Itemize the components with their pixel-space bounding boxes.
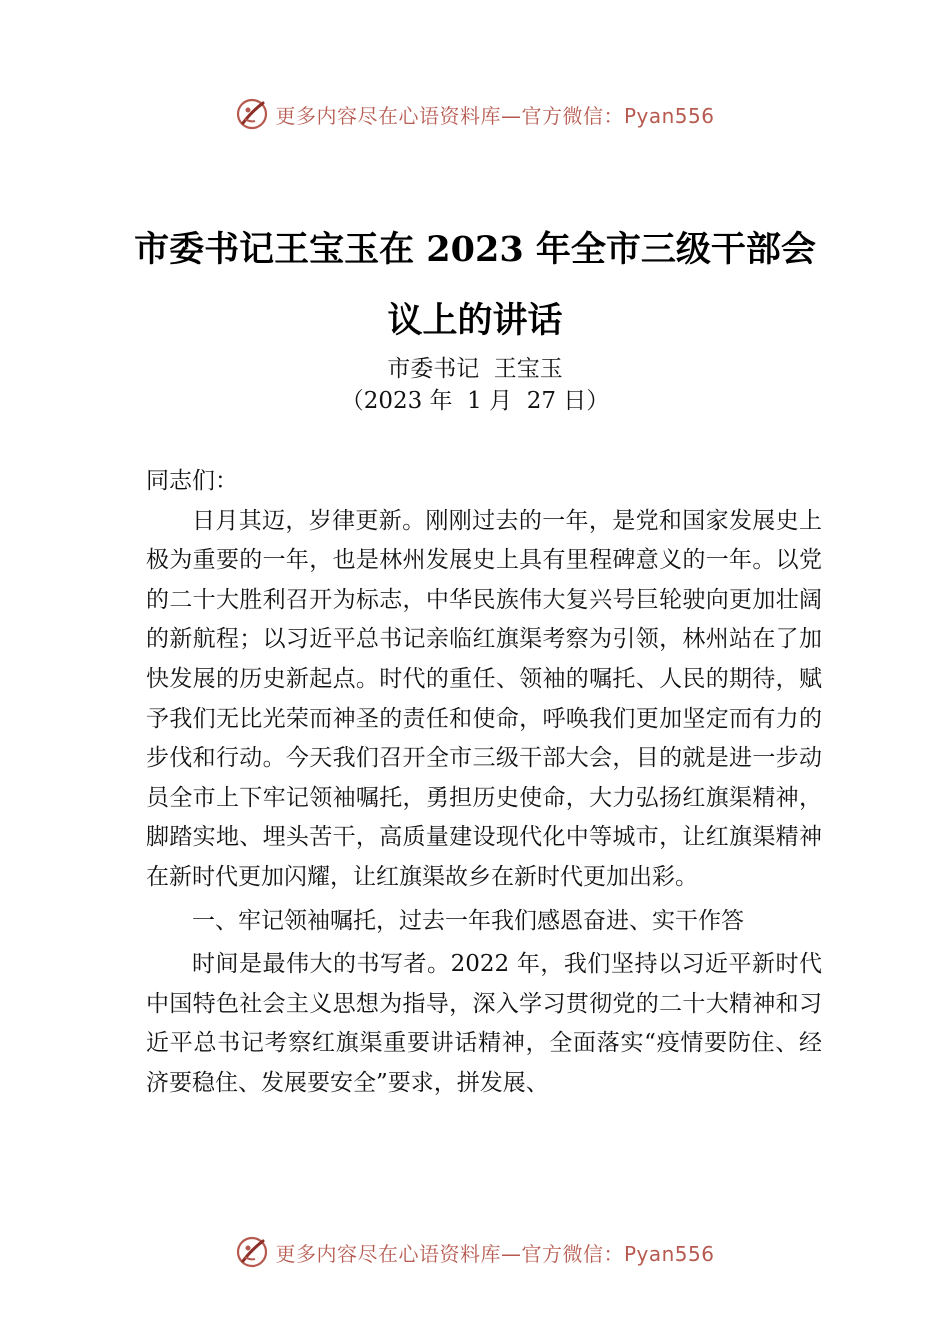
- banner-text: 更多内容尽在心语资料库—官方微信：Pyan556: [275, 103, 715, 128]
- brush-logo-icon: [235, 1235, 269, 1269]
- footer-banner: [0, 1232, 950, 1272]
- section-heading: 一、牢记领袖嘱托，过去一年我们感恩奋进、实干作答: [192, 907, 744, 934]
- date-line: （2023 年 1 月 27 日）: [340, 388, 610, 414]
- brush-logo-icon: [235, 97, 269, 131]
- document-title-line-1: 市委书记王宝玉在 2023 年全市三级干部会: [134, 229, 816, 270]
- greeting: 同志们：: [146, 468, 238, 494]
- banner-text: 更多内容尽在心语资料库—官方微信：Pyan556: [275, 1241, 715, 1266]
- header-banner: [0, 94, 950, 134]
- author-line: 市委书记 王宝玉: [387, 356, 563, 382]
- document-body: [146, 462, 822, 1104]
- paragraph-1: 日月其迈，岁律更新。刚刚过去的一年，是党和国家发展史上极为重要的一年，也是林州发展史上具有里程碑意义的一年。以党的二十大胜利召开为标志，中华民族伟大复兴号巨轮驶向更加壮阔的新航程；以习近平总书记亲临红旗渠考察为引领，林州站在了加快发展的历史新起点。时代的重任、领袖的嘱托、人民的期待，赋予我们无比光荣而神圣的责任和使命，呼唤我们更加坚定而有力的步伐和行动。今天我们召开全市三级干部大会，目的就是进一步动员全市上下牢记领袖嘱托，勇担历史使命，大力弘扬红旗渠精神，脚踏实地、埋头苦干，高质量建设现代化中等城市，让红旗渠精神在新时代更加闪耀，让红旗渠故乡在新时代更加出彩。: [146, 507, 822, 890]
- document-title-line-2: 议上的讲话: [387, 300, 563, 341]
- paragraph-2: 时间是最伟大的书写者。2022 年，我们坚持以习近平新时代中国特色社会主义思想为指导，深入学习贯彻党的二十大精神和习近平总书记考察红旗渠重要讲话精神，全面落实“疫情要防住、经济要稳住、发展要安全”要求，拼发展、: [146, 951, 822, 1096]
